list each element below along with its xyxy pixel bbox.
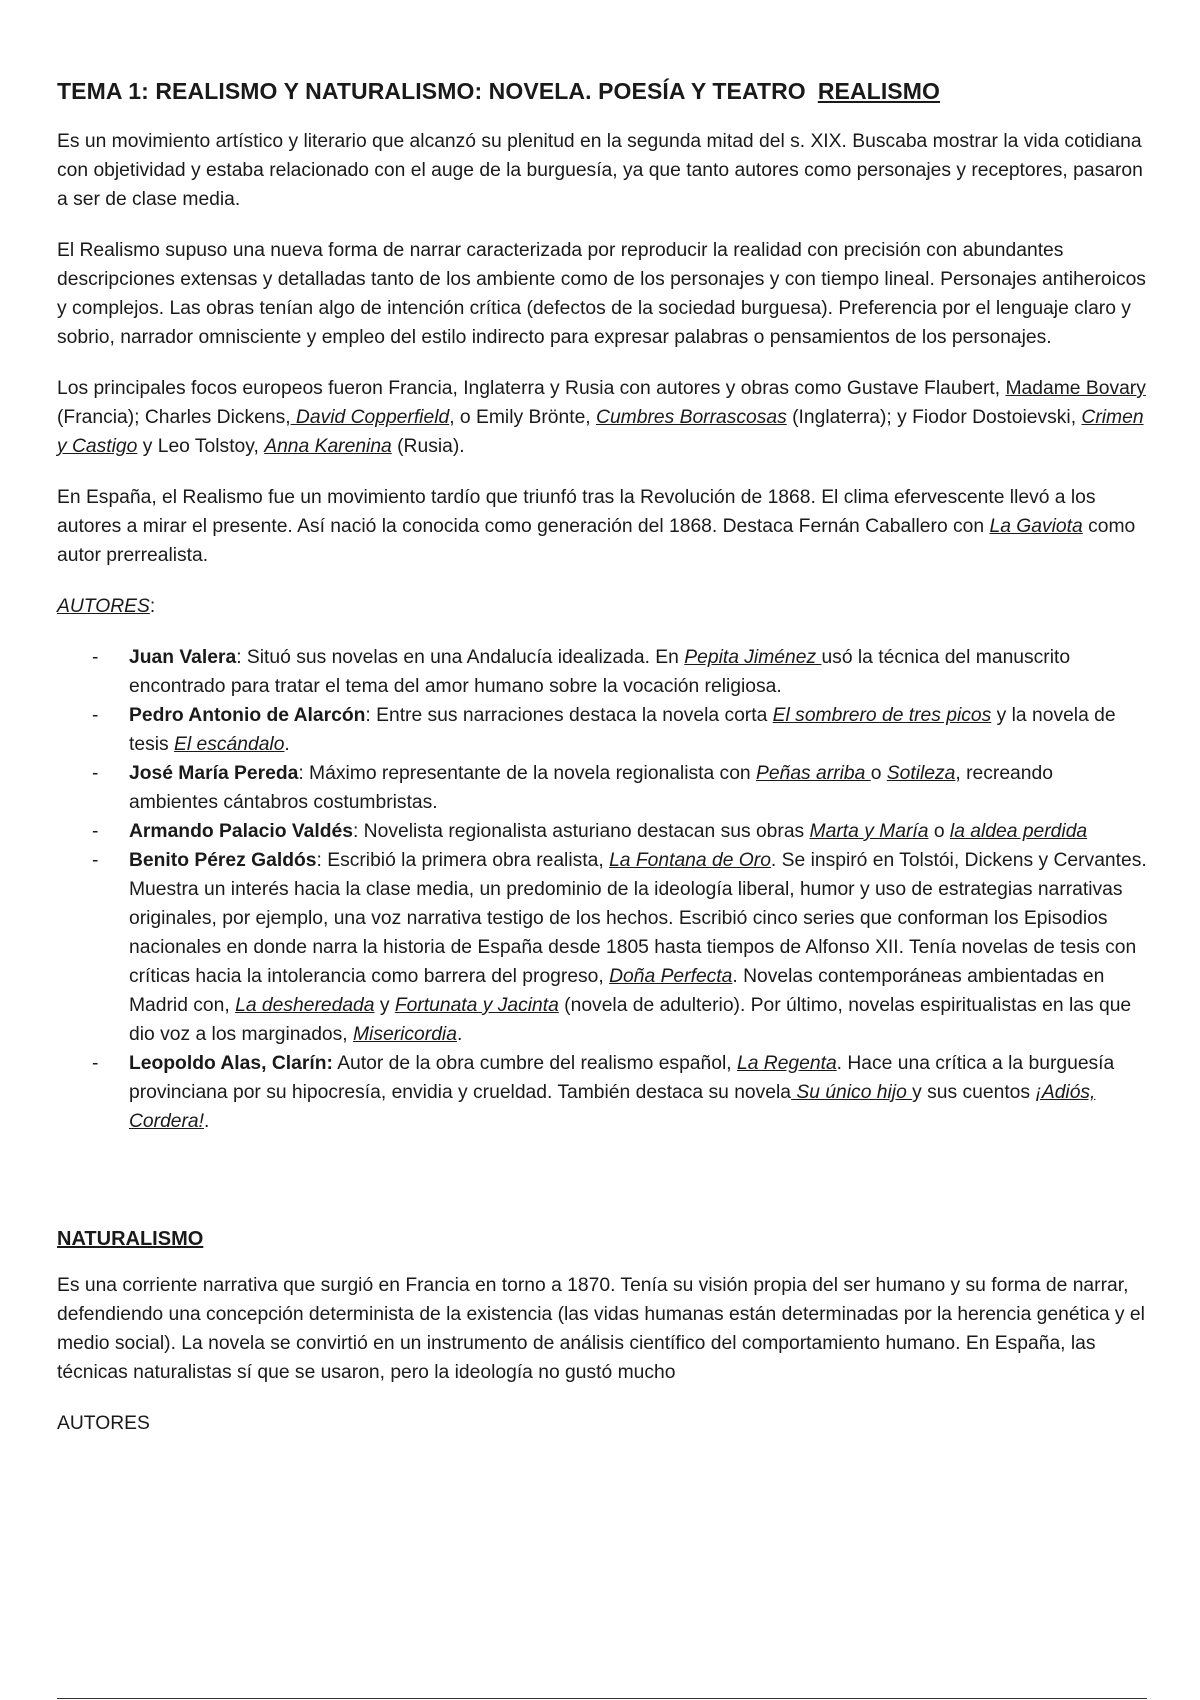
list-item-juan-valera: - Juan Valera: Situó sus novelas en una Andalucía idealizada. En Pepita Jiménez usó la técnica del manuscrito encontrado para tratar el tema del amor humano sobre la vocación religiosa. [129, 643, 1147, 701]
list-item-palacio-valdes: - Armando Palacio Valdés: Novelista regionalista asturiano destacan sus obras Marta y María o la aldea perdida [129, 817, 1147, 846]
work-title: El escándalo [174, 734, 285, 755]
realismo-paragraph-4: En España, el Realismo fue un movimiento tardío que triunfó tras la Revolución de 1868. El clima efervescente llevó a los autores a mirar el presente. Así nació la conocida como generación del 1868. Destaca Fernán Caballero con La Gaviota como autor prerrealista. [57, 487, 1136, 566]
work-title: Peñas arriba [756, 763, 871, 784]
work-title: Sotileza [886, 763, 956, 784]
authors-list [57, 643, 1147, 1136]
naturalismo-paragraph-1: Es una corriente narrativa que surgió en Francia en torno a 1870. Tenía su visión propia del ser humano y su forma de narrar, defendiendo una concepción determinista de la existencia (las vidas humanas están determinadas por la herencia genética y el medio social). La novela se convirtió en un instrumento de análisis científico del comportamiento humano. En España, las técnicas naturalistas sí que se usaron, pero la ideología no gustó mucho [57, 1275, 1145, 1383]
work-title: la aldea perdida [949, 821, 1088, 842]
work-title: Fortunata y Jacinta [394, 995, 559, 1016]
work-title: Cumbres Borrascosas [596, 407, 787, 428]
work-title: Pepita Jiménez [684, 647, 822, 668]
naturalismo-autores-label: AUTORES [57, 1413, 150, 1434]
autores-label: AUTORES: [57, 596, 156, 617]
list-item-pereda: - José María Pereda: Máximo representante de la novela regionalista con Peñas arriba o Sotileza, recreando ambientes cántabros costumbristas. [129, 759, 1147, 817]
work-title: La Fontana de Oro [609, 850, 771, 871]
work-title: Doña Perfecta [609, 966, 733, 987]
work-title: Misericordia [353, 1024, 457, 1045]
work-title: Madame Bovary [1005, 378, 1146, 399]
section-heading-naturalismo: NATURALISMO [57, 1228, 204, 1250]
work-title: La Gaviota [989, 516, 1083, 537]
work-title: David Copperfield [290, 407, 450, 428]
work-title: La Regenta [736, 1053, 837, 1074]
work-title: Crimen y Castigo [57, 407, 1144, 457]
work-title: El sombrero de tres picos [772, 705, 992, 726]
page-bottom-divider [57, 1698, 1147, 1699]
document-page [57, 78, 1147, 1438]
list-item-galdos: - Benito Pérez Galdós: Escribió la primera obra realista, La Fontana de Oro. Se inspiró en Tolstói, Dickens y Cervantes. Muestra un interés hacia la clase media, un predominio de la ideología liberal, humor y uso de estrategias narrativas originales, por ejemplo, una voz narrativa testigo de los hechos. Escribió cinco series que conforman los Episodios nacionales en donde narra la historia de España desde 1805 hasta tiempos de Alfonso XII. Tenía novelas de tesis con críticas hacia la intolerancia como barrera del progreso, Doña Perfecta. Novelas contemporáneas ambientadas en Madrid con, La desheredada y Fortunata y Jacinta (novela de adulterio). Por último, novelas espiritualistas en las que dio voz a los marginados, Misericordia. [129, 846, 1147, 1049]
section-heading-realismo: REALISMO [817, 78, 941, 104]
list-item-clarin: - Leopoldo Alas, Clarín: Autor de la obra cumbre del realismo español, La Regenta. Hace una crítica a la burguesía provinciana por su hipocresía, envidia y crueldad. También destaca su novela Su único hijo y sus cuentos ¡Adiós, Cordera!. [129, 1049, 1147, 1136]
realismo-paragraph-2: El Realismo supuso una nueva forma de narrar caracterizada por reproducir la realidad con precisión con abundantes descripciones extensas y detalladas tanto de los ambiente como de los personajes y con tiempo lineal. Personajes antiheroicos y complejos. Las obras tenían algo de intención crítica (defectos de la sociedad burguesa). Preferencia por el lenguaje claro y sobrio, narrador omnisciente y empleo del estilo indirecto para expresar palabras o pensamientos de los personajes. [57, 240, 1146, 348]
realismo-paragraph-1: Es un movimiento artístico y literario que alcanzó su plenitud en la segunda mitad del s. XIX. Buscaba mostrar la vida cotidiana con objetividad y estaba relacionado con el auge de la burguesía, ya que tanto autores como personajes y receptores, pasaron a ser de clase media. [57, 131, 1143, 210]
document-title [57, 78, 1147, 105]
title-main: TEMA 1: REALISMO Y NATURALISMO: NOVELA. POESÍA Y TEATRO [57, 78, 806, 104]
realismo-paragraph-3: Los principales focos europeos fueron Francia, Inglaterra y Rusia con autores y obras como Gustave Flaubert, Madame Bovary (Francia); Charles Dickens, David Copperfield, o Emily Brönte, Cumbres Borrascosas (Inglaterra); y Fiodor Dostoievski, Crimen y Castigo y Leo Tolstoy, Anna Karenina (Rusia). [57, 378, 1146, 457]
work-title: La desheredada [235, 995, 375, 1016]
list-item-alarcon: - Pedro Antonio de Alarcón: Entre sus narraciones destaca la novela corta El sombrero de tres picos y la novela de tesis El escándalo. [129, 701, 1147, 759]
work-title: Anna Karenina [264, 436, 392, 457]
work-title: Su único hijo [791, 1082, 913, 1103]
work-title: Marta y María [809, 821, 929, 842]
work-title: ¡Adiós, Cordera! [129, 1082, 1096, 1132]
